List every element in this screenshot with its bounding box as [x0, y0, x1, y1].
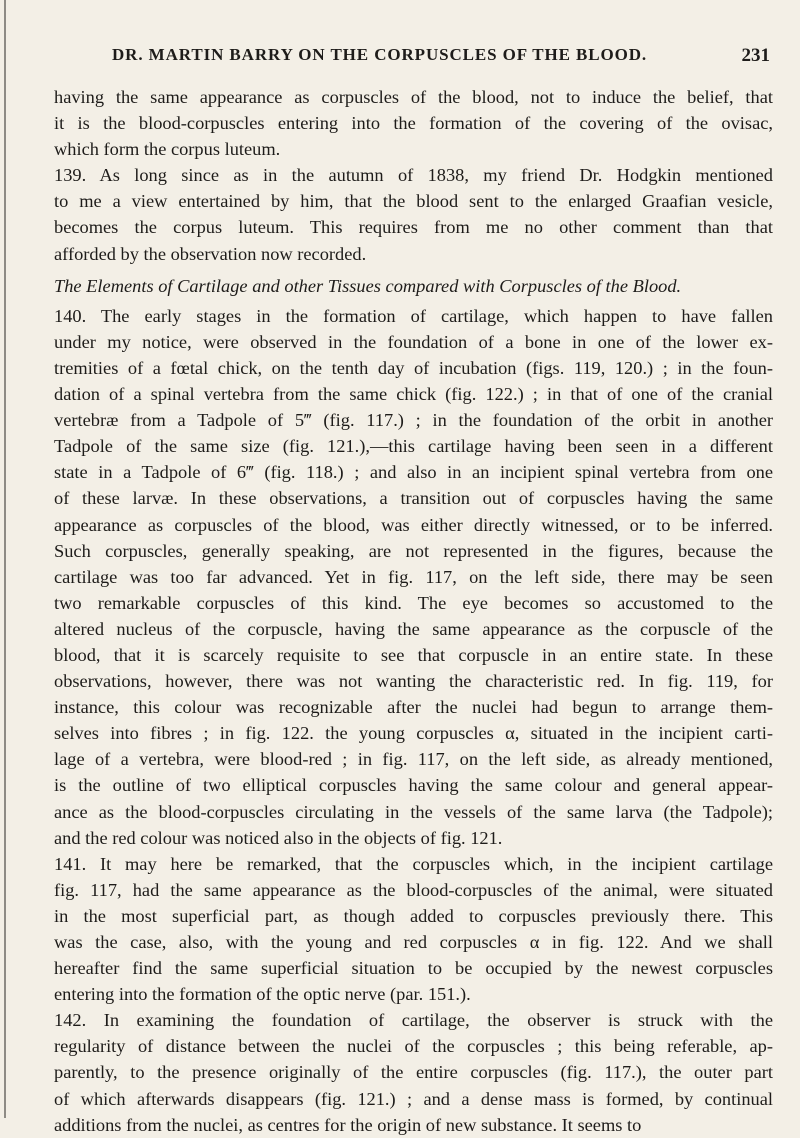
header-title: DR. MARTIN BARRY ON THE CORPUSCLES OF THE BLOOD.	[112, 45, 648, 64]
paragraph-p-140	[54, 303, 773, 851]
text-line: two remarkable corpuscles of this kind. The eye becomes so accustomed to the	[54, 592, 773, 613]
text-line: Such corpuscles, generally speaking, are not represented in the figures, because the	[54, 540, 773, 561]
text-line: selves into fibres ; in fig. 122. the young corpuscles α, situated in the incipient carti-	[54, 723, 773, 744]
text-line: becomes the corpus luteum. This requires from me no other comment than that	[54, 217, 773, 238]
text-line: The Elements of Cartilage and other Tissues compared with Corpuscles of the Blood.	[54, 275, 682, 296]
paragraph-p-141	[54, 851, 773, 1008]
text-line: tremities of a fœtal chick, on the tenth day of incubation (figs. 119, 120.) ; in the foun-	[54, 357, 773, 378]
text-line: of which afterwards disappears (fig. 121.) ; and a dense mass is formed, by continual	[54, 1088, 773, 1109]
text-line: 140. The early stages in the formation of cartilage, which happen to have fallen	[54, 305, 773, 326]
text-line: fig. 117, had the same appearance as the blood-corpuscles of the animal, were situated	[54, 879, 773, 900]
text-line: instance, this colour was recognizable after the nuclei had begun to arrange them-	[54, 697, 773, 718]
text-line: lage of a vertebra, were blood-red ; in fig. 117, on the left side, as already mentioned,	[54, 749, 773, 770]
paragraph-p-continuation	[54, 84, 773, 162]
running-header	[112, 45, 770, 69]
text-line: blood, that it is scarcely requisite to see that corpuscle in an entire state. In these	[54, 644, 773, 665]
paragraph-p-142	[54, 1007, 773, 1137]
text-line: which form the corpus luteum.	[54, 139, 281, 160]
text-line: and the red colour was noticed also in the objects of fig. 121.	[54, 827, 503, 848]
text-line: 142. In examining the foundation of cartilage, the observer is struck with the	[54, 1010, 773, 1031]
text-line: 141. It may here be remarked, that the corpuscles which, in the incipient cartilage	[54, 853, 773, 874]
text-line: state in a Tadpole of 6‴ (fig. 118.) ; and also in an incipient spinal vertebra from one	[54, 462, 773, 483]
text-line: to me a view entertained by him, that the blood sent to the enlarged Graafian vesicle,	[54, 191, 773, 212]
section-heading	[54, 273, 773, 299]
text-line: altered nucleus of the corpuscle, having the same appearance as the corpuscle of the	[54, 618, 773, 639]
text-line: dation of a spinal vertebra from the same chick (fig. 122.) ; in that of one of the cranial	[54, 384, 773, 405]
text-line: in the most superficial part, as though added to corpuscles previously there. This	[54, 905, 773, 926]
text-line: observations, however, there was not wanting the characteristic red. In fig. 119, for	[54, 671, 773, 692]
text-line: afforded by the observation now recorded.	[54, 243, 367, 264]
page-number: 231	[741, 45, 770, 66]
text-line: under my notice, were observed in the foundation of a bone in one of the lower ex-	[54, 331, 773, 352]
text-line: of these larvæ. In these observations, a transition out of corpuscles having the same	[54, 488, 773, 509]
text-line: regularity of distance between the nuclei of the corpuscles ; this being referable, ap-	[54, 1036, 773, 1057]
text-line: hereafter find the same superficial situation to be occupied by the newest corpuscles	[54, 958, 773, 979]
text-line: appearance as corpuscles of the blood, was either directly witnessed, or to be inferred.	[54, 514, 773, 535]
text-line: additions from the nuclei, as centres for the origin of new substance. It seems to	[54, 1114, 642, 1135]
text-line: it is the blood-corpuscles entering into the formation of the covering of the ovisac,	[54, 113, 773, 134]
text-line: is the outline of two elliptical corpuscles having the same colour and general appear-	[54, 775, 773, 796]
body-text	[54, 84, 773, 1138]
text-line: ance as the blood-corpuscles circulating in the vessels of the same larva (the Tadpole);	[54, 801, 773, 822]
text-line: was the case, also, with the young and red corpuscles α in fig. 122. And we shall	[54, 932, 773, 952]
text-line: entering into the formation of the optic nerve (par. 151.).	[54, 984, 471, 1005]
binding-edge-line	[4, 0, 6, 1118]
text-line: having the same appearance as corpuscles of the blood, not to induce the belief, that	[54, 87, 773, 107]
paragraph-p-139	[54, 162, 773, 266]
text-line: vertebræ from a Tadpole of 5‴ (fig. 117.) ; in the foundation of the orbit in another	[54, 410, 773, 431]
text-line: cartilage was too far advanced. Yet in fig. 117, on the left side, there may be seen	[54, 566, 773, 587]
text-line: parently, to the presence originally of the entire corpuscles (fig. 117.), the outer part	[54, 1062, 773, 1083]
text-line: Tadpole of the same size (fig. 121.),—this cartilage having been seen in a different	[54, 436, 773, 457]
text-line: 139. As long since as in the autumn of 1838, my friend Dr. Hodgkin mentioned	[54, 165, 773, 186]
